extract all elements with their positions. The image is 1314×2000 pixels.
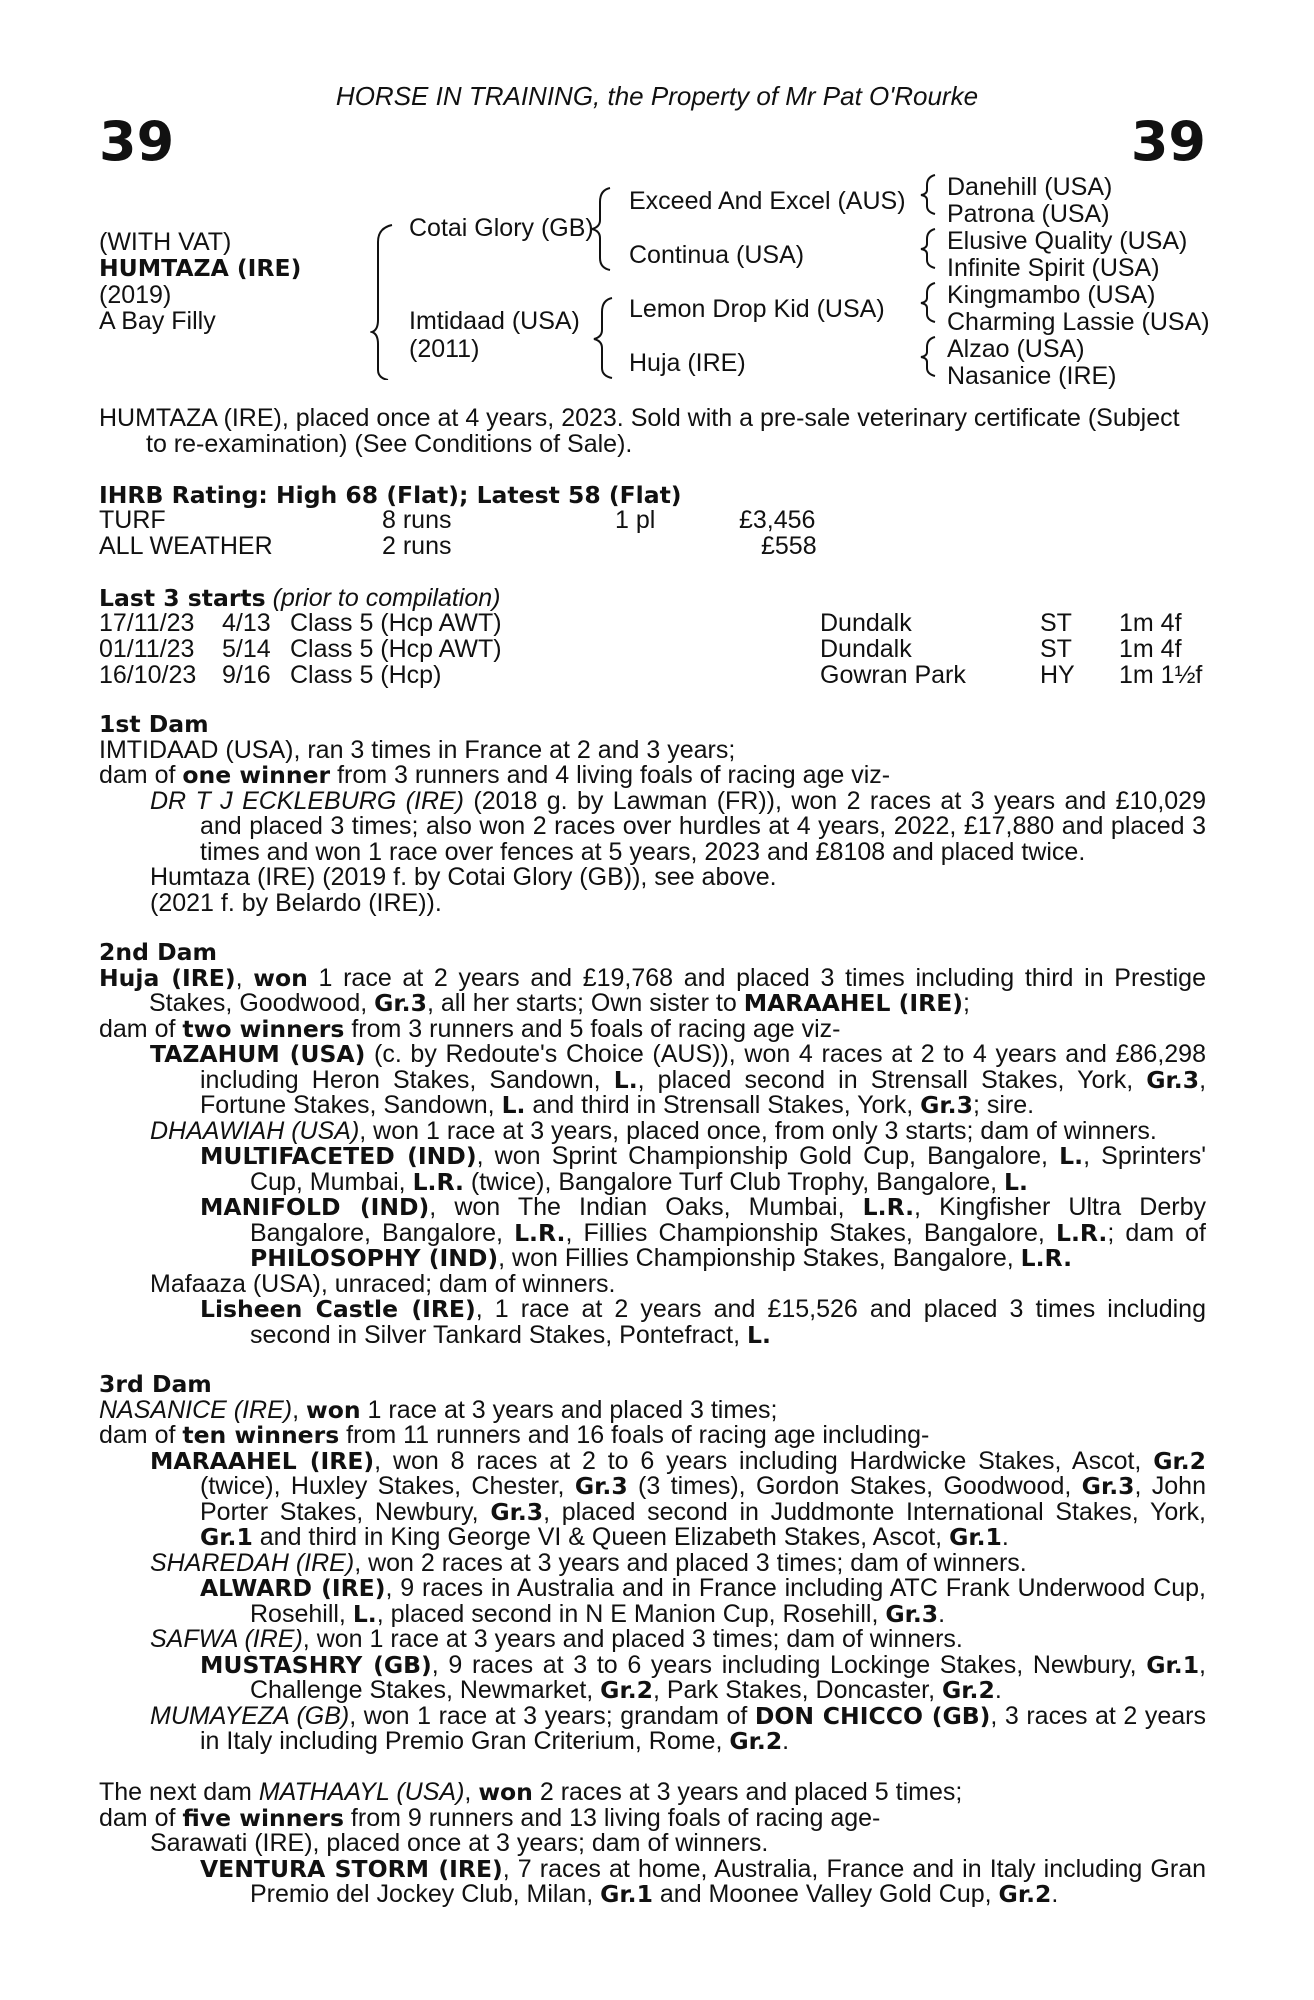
ancestor-6: Charming Lassie (USA) bbox=[947, 308, 1210, 336]
produce-entry: MANIFOLD (IND), won The Indian Oaks, Mumbai, L.R., Kingfisher Ultra Derby Bangalore, Bangalore, L.R., Fillies Championship Stakes, Bangalore, L.R.; dam of PHILOSOPHY (IND), won Fillies Championship Stakes, Bangalore, L.R. bbox=[200, 1193, 1206, 1272]
start-race: Class 5 (Hcp AWT) bbox=[290, 635, 502, 663]
first-dam-line: IMTIDAAD (USA), ran 3 times in France at 2 and 3 years; bbox=[99, 735, 736, 764]
sire-dam: Continua (USA) bbox=[629, 241, 805, 269]
produce-entry: MUSTASHRY (GB), 9 races at 3 to 6 years including Lockinge Stakes, Newbury, Gr.1, Challenge Stakes, Newmarket, Gr.2, Park Stakes, Doncaster, Gr.2. bbox=[200, 1650, 1206, 1704]
start-position: 5/14 bbox=[222, 635, 271, 663]
surface: ALL WEATHER bbox=[99, 532, 273, 560]
dam-sire: Lemon Drop Kid (USA) bbox=[629, 295, 885, 323]
next-dam-line: The next dam MATHAAYL (USA), won 2 races at 3 years and placed 5 times; bbox=[99, 1778, 963, 1806]
ancestor-8: Nasanice (IRE) bbox=[947, 362, 1117, 390]
next-dam-produce-line: dam of five winners from 9 runners and 13 living foals of racing age- bbox=[99, 1803, 881, 1832]
pedigree-brackets-grand bbox=[915, 170, 945, 390]
start-position: 4/13 bbox=[222, 609, 271, 637]
third-dam-heading: 3rd Dam bbox=[99, 1370, 212, 1398]
first-dam-produce-line: dam of one winner from 3 runners and 4 living foals of racing age viz- bbox=[99, 761, 891, 789]
ancestor-5: Kingmambo (USA) bbox=[947, 281, 1156, 309]
horse-description: A Bay Filly bbox=[99, 307, 216, 335]
prize: £3,456 bbox=[739, 506, 816, 534]
next-dam-section bbox=[99, 1780, 1206, 1908]
prize: £558 bbox=[761, 532, 817, 560]
produce-entry: (2021 f. by Belardo (IRE)). bbox=[150, 888, 442, 917]
ancestor-7: Alzao (USA) bbox=[947, 335, 1085, 363]
runs: 8 runs bbox=[382, 506, 452, 534]
start-date: 17/11/23 bbox=[99, 609, 195, 637]
produce-entry: DHAAWIAH (USA), won 1 race at 3 years, placed once, from only 3 starts; dam of winners. bbox=[150, 1116, 1157, 1145]
start-course: Dundalk bbox=[820, 635, 912, 663]
start-position: 9/16 bbox=[222, 661, 271, 689]
start-going: ST bbox=[1040, 635, 1072, 663]
horse-name: HUMTAZA (IRE) bbox=[99, 254, 302, 282]
produce-entry: MUMAYEZA (GB), won 1 race at 3 years; grandam of DON CHICCO (GB), 3 races at 2 years in Italy including Premio Gran Criterium, Rome, Gr.2. bbox=[150, 1701, 1206, 1755]
start-going: ST bbox=[1040, 609, 1072, 637]
start-date: 16/10/23 bbox=[99, 661, 197, 689]
surface: TURF bbox=[99, 506, 166, 534]
third-dam-line: NASANICE (IRE), won 1 race at 3 years and placed 3 times; bbox=[99, 1395, 778, 1424]
ancestor-1: Danehill (USA) bbox=[947, 173, 1113, 201]
second-dam-produce-line: dam of two winners from 3 runners and 5 foals of racing age viz- bbox=[99, 1014, 841, 1043]
vat-note: (WITH VAT) bbox=[99, 228, 232, 256]
third-dam-produce-line: dam of ten winners from 11 runners and 16 foals of racing age including- bbox=[99, 1421, 930, 1449]
dam: Imtidaad (USA) bbox=[409, 307, 580, 335]
produce-entry: ALWARD (IRE), 9 races in Australia and in France including ATC Frank Underwood Cup, Rosehill, L., placed second in N E Manion Cup, Rosehill, Gr.3. bbox=[200, 1574, 1206, 1628]
ancestor-2: Patrona (USA) bbox=[947, 200, 1110, 228]
horse-year: (2019) bbox=[99, 281, 172, 309]
start-race: Class 5 (Hcp) bbox=[290, 661, 442, 689]
dam-dam: Huja (IRE) bbox=[629, 349, 746, 377]
start-course: Dundalk bbox=[820, 609, 912, 637]
runs: 2 runs bbox=[382, 532, 452, 560]
start-distance: 1m 4f bbox=[1119, 609, 1182, 637]
sire-sire: Exceed And Excel (AUS) bbox=[629, 187, 906, 215]
produce-entry: Sarawati (IRE), placed once at 3 years; dam of winners. bbox=[150, 1829, 769, 1857]
produce-entry: MULTIFACETED (IND), won Sprint Championship Gold Cup, Bangalore, L., Sprinters' Cup, Mumbai, L.R. (twice), Bangalore Turf Club Trophy, Bangalore, L. bbox=[200, 1142, 1206, 1196]
produce-entry: SHAREDAH (IRE), won 2 races at 3 years and placed 3 times; dam of winners. bbox=[150, 1548, 1027, 1577]
summary-line-2: to re-examination) (See Conditions of Sale). bbox=[146, 430, 633, 458]
start-course: Gowran Park bbox=[820, 661, 966, 689]
produce-entry: Lisheen Castle (IRE), 1 race at 2 years and £15,526 and placed 3 times including second in Silver Tankard Stakes, Pontefract, L. bbox=[200, 1295, 1206, 1349]
second-dam-heading: 2nd Dam bbox=[99, 938, 217, 966]
start-going: HY bbox=[1040, 661, 1075, 689]
produce-entry: Mafaaza (USA), unraced; dam of winners. bbox=[150, 1269, 616, 1298]
dam-year: (2011) bbox=[409, 335, 480, 363]
produce-entry: Humtaza (IRE) (2019 f. by Cotai Glory (GB)), see above. bbox=[150, 863, 777, 891]
summary-line-1: HUMTAZA (IRE), placed once at 4 years, 2023. Sold with a pre-sale veterinary certificate (Subject bbox=[99, 404, 1180, 432]
rating-heading: IHRB Rating: High 68 (Flat); Latest 58 (Flat) bbox=[99, 481, 682, 509]
page-header: HORSE IN TRAINING, the Property of Mr Pat O'Rourke bbox=[335, 81, 979, 111]
second-dam-line: Huja (IRE), won 1 race at 2 years and £19,768 and placed 3 times including third in Prestige Stakes, Goodwood, Gr.3, all her starts; Own sister to MARAAHEL (IRE); bbox=[99, 963, 1206, 1017]
first-dam-heading: 1st Dam bbox=[99, 710, 209, 738]
ancestor-4: Infinite Spirit (USA) bbox=[947, 254, 1160, 282]
start-distance: 1m 4f bbox=[1119, 635, 1182, 663]
lot-number-left: 39 bbox=[99, 110, 175, 173]
produce-entry: SAFWA (IRE), won 1 race at 3 years and placed 3 times; dam of winners. bbox=[150, 1625, 963, 1653]
start-distance: 1m 1½f bbox=[1119, 661, 1203, 689]
lot-number-right: 39 bbox=[1130, 110, 1206, 173]
pedigree-bracket-dam bbox=[590, 290, 630, 380]
ancestor-3: Elusive Quality (USA) bbox=[947, 227, 1188, 255]
start-race: Class 5 (Hcp AWT) bbox=[290, 609, 502, 637]
second-dam-section bbox=[99, 940, 1206, 1348]
produce-entry: TAZAHUM (USA) (c. by Redoute's Choice (AUS)), won 4 races at 2 to 4 years and £86,298 including Heron Stakes, Sandown, L., placed second in Strensall Stakes, York, Gr.3, Fortune Stakes, Sandown, L. and third in Strensall Stakes, York, Gr.3; sire. bbox=[150, 1040, 1207, 1119]
third-dam-section bbox=[99, 1372, 1206, 1755]
last-starts-note: (prior to compilation) bbox=[272, 584, 501, 612]
produce-entry: VENTURA STORM (IRE), 7 races at home, Australia, France and in Italy including Gran Premio del Jockey Club, Milan, Gr.1 and Moonee Valley Gold Cup, Gr.2. bbox=[200, 1854, 1207, 1908]
sire: Cotai Glory (GB) bbox=[409, 214, 594, 242]
produce-entry: MARAAHEL (IRE), won 8 races at 2 to 6 years including Hardwicke Stakes, Ascot, Gr.2 (twice), Huxley Stakes, Chester, Gr.3 (3 times), Gordon Stakes, Goodwood, Gr.3, John Porter Stakes, Newbury, Gr.3, placed second in Juddmonte International Stakes, York, Gr.1 and third in King George VI & Queen Elizabeth Stakes, Ascot, Gr.1. bbox=[150, 1446, 1207, 1551]
start-date: 01/11/23 bbox=[99, 635, 195, 663]
first-dam-section bbox=[99, 712, 1206, 916]
places: 1 pl bbox=[615, 506, 656, 534]
produce-entry: DR T J ECKLEBURG (IRE) (2018 g. by Lawman (FR)), won 2 races at 3 years and £10,029 and placed 3 times; also won 2 races over hurdles at 4 years, 2022, £17,880 and placed 3 times and won 1 race over fences at 5 years, 2023 and £8108 and placed twice. bbox=[150, 786, 1206, 866]
last-starts-heading: Last 3 starts (prior to compilation) bbox=[99, 584, 501, 612]
